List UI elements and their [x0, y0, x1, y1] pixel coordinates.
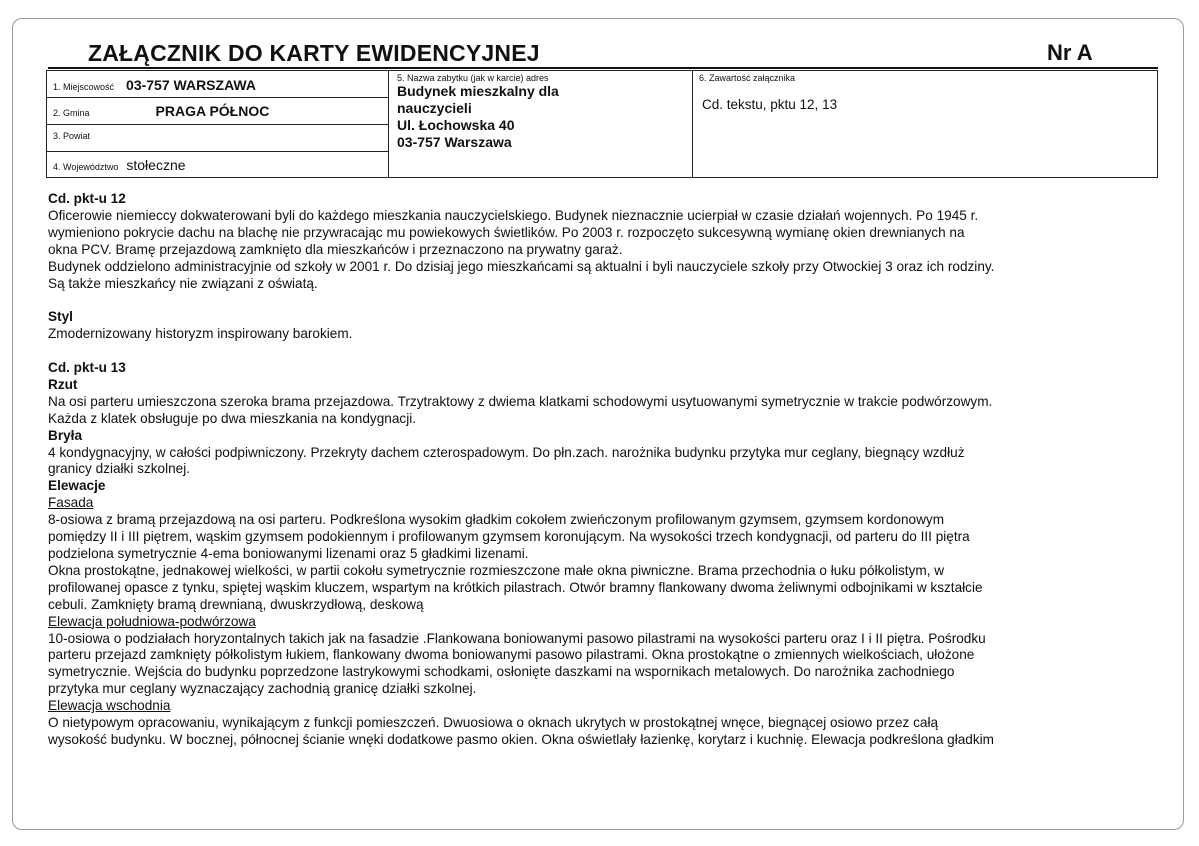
text-line: granicy działki szkolnej.	[48, 461, 191, 477]
section-heading: Styl	[48, 309, 73, 325]
text-line: okna PCV. Bramę przejazdową zamknięto dla mieszkańców i przeznaczono na prywatny garaż.	[48, 241, 623, 257]
text-line: parteru przejazd zamknięty półkolistym łukiem, flankowany dwoma boniowanymi pasowo pilastrami. Okna prostokątne o zmiennych wielkościach, ułożone	[48, 647, 975, 663]
text-line: Budynek oddzielono administracyjnie od szkoły w 2001 r. Do dzisiaj jego mieszkańcami są aktualni i byli nauczyciele szkoły przy Otwockiej 3 oraz ich rodziny.	[48, 258, 995, 274]
field-value: 03-757 WARSZAWA	[126, 77, 256, 93]
field-nazwa-zabytku	[397, 73, 687, 151]
underlined-heading: Elewacja wschodnia	[48, 698, 171, 714]
document-title: ZAŁĄCZNIK DO KARTY EWIDENCYJNEJ	[88, 40, 540, 66]
text-line: 10-osiowa o podziałach horyzontalnych takich jak na fasadzie .Flankowana boniowanymi pasowo pilastrami na wysokości parteru oraz I i II piętra. Pośrodku	[48, 630, 986, 646]
text-line: Zmodernizowany historyzm inspirowany barokiem.	[48, 326, 353, 342]
text-line: O nietypowym opracowaniu, wynikającym z funkcji pomieszczeń. Dwuosiowa o oknach ukrytych w prostokątnej wnęce, biegnącej osiowo przez całą	[48, 715, 939, 731]
subsection-heading: Elewacje	[48, 478, 106, 494]
text-line: Oficerowie niemieccy dokwaterowani byli do każdego mieszkania nauczycielskiego. Budynek nieznacznie ucierpiał w czasie działań wojennych. Po 1945 r.	[48, 207, 979, 223]
subsection-heading: Bryła	[48, 427, 83, 443]
text-line: 4 kondygnacyjny, w całości podpiwniczony. Przekryty dachem czterospadowym. Do płn.zach. narożnika budynku przytyka mur ceglany, biegnący wzdłuż	[48, 444, 965, 460]
field-value: Cd. tekstu, pktu 12, 13	[702, 97, 838, 112]
text-line: Są także mieszkańcy nie związani z oświatą.	[48, 275, 318, 291]
text-line: przytyka mur ceglany wyznaczający zachodnią granicę działki szkolnej.	[48, 681, 477, 697]
field-label: 4. Województwo	[53, 162, 119, 172]
subsection-heading: Rzut	[48, 376, 78, 392]
row-divider	[47, 97, 388, 98]
field-value-line: Budynek mieszkalny dla	[397, 83, 559, 99]
header-table	[46, 70, 1158, 178]
section-heading: Cd. pkt-u 13	[48, 360, 126, 376]
text-line: 8-osiowa z bramą przejazdową na osi parteru. Podkreślona wysokim gładkim cokołem zwieńczonym profilowanym gzymsem, gzymsem kordonowym	[48, 512, 945, 528]
text-line: Każda z klatek obsługuje po dwa mieszkania na kondygnacji.	[48, 410, 417, 426]
title-rule	[48, 67, 1158, 69]
field-powiat	[53, 131, 102, 141]
field-wojewodztwo	[53, 157, 186, 173]
column-divider	[388, 71, 389, 177]
field-miejscowosc	[53, 77, 256, 93]
text-line: symetrycznie. Wejścia do budynku poprzedzone lastrykowymi schodkami, osłonięte daszkami na wspornikach metalowych. Do narożnika zachodniego	[48, 664, 955, 680]
text-line: profilowanej opasce z tynku, spiętej wąskim kluczem, wspartym na krótkich pilastrach. Otwór bramny flankowany dwoma żeliwnymi odbojnikami w kształcie	[48, 579, 983, 595]
section-heading: Cd. pkt-u 12	[48, 191, 126, 206]
field-value-line: nauczycieli	[397, 100, 472, 116]
row-divider	[47, 124, 388, 125]
text-line: pomiędzy II i III piętrem, wąskim gzymsem podokiennym i profilowanym gzymsem koronującym. Na wysokości trzech kondygnacji, od parteru do III piętra	[48, 529, 970, 545]
field-label: 2. Gmina	[53, 108, 90, 118]
field-value-line: 03-757 Warszawa	[397, 134, 512, 150]
underlined-heading: Fasada	[48, 495, 94, 511]
field-label: 5. Nazwa zabytku (jak w karcie) adres	[397, 73, 549, 83]
document-body	[48, 191, 1158, 749]
text-line: podzielona symetrycznie 4-ema boniowanymi lizenami oraz 5 gładkimi lizenami.	[48, 546, 529, 561]
field-gmina	[53, 103, 269, 119]
text-line: wysokość budynku. W bocznej, północnej ścianie wnęki dodatkowe pasmo okien. Okna oświetlały łazienkę, korytarz i kuchnię. Elewacja podkreślona gładkim	[48, 731, 995, 747]
text-line: wymieniono pokrycie dachu na blachę nie przywracając mu powiekowych świetlików. Po 2003 r. rozpoczęto sukcesywną wymianę okien drewnianych na	[48, 224, 965, 240]
underlined-heading: Elewacja południowa-podwórzowa	[48, 613, 256, 629]
field-value: PRAGA PÓŁNOC	[155, 103, 270, 119]
column-divider	[692, 71, 693, 177]
field-label: 3. Powiat	[53, 131, 91, 141]
field-zawartosc	[699, 73, 837, 112]
text-line: cebuli. Zamknięty bramą drewnianą, dwuskrzydłową, deskową	[48, 596, 424, 612]
row-divider	[47, 151, 388, 152]
document-number: Nr A	[1047, 40, 1093, 65]
field-label: 1. Miejscowość	[53, 82, 115, 92]
field-value-line: Ul. Łochowska 40	[397, 117, 515, 133]
text-line: Na osi parteru umieszczona szeroka brama przejazdowa. Trzytraktowy z dwiema klatkami schodowymi usytuowanymi symetrycznie w trakcie podwórzowym.	[48, 393, 993, 409]
text-line: Okna prostokątne, jednakowej wielkości, w partii cokołu symetrycznie rozmieszczone małe okna piwniczne. Brama przechodnia o łuku półkolistym, w	[48, 562, 945, 578]
field-value: stołeczne	[126, 157, 186, 173]
field-label: 6. Zawartość załącznika	[699, 73, 796, 83]
